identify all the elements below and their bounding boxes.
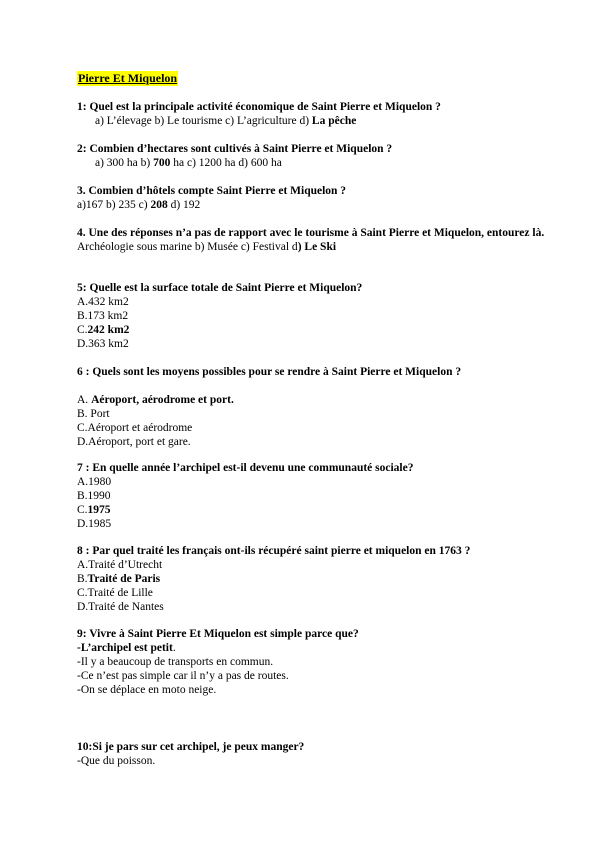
question-1-options: [77, 114, 547, 128]
question-8-option-d: D.Traité de Nantes: [77, 601, 164, 613]
question-2-text: 2: Combien d’hectares sont cultivés à Saint Pierre et Miquelon ?: [77, 143, 393, 155]
question-7-option-a: A.1980: [77, 476, 112, 488]
question-8-option-b-prefix: B.: [77, 573, 88, 585]
question-6-option-d: D.Aéroport, port et gare.: [77, 436, 191, 448]
question-3-options: [77, 198, 547, 212]
question-10-answer: -Que du poisson.: [77, 755, 156, 767]
question-3-choices-start: a)167 b) 235 c): [77, 199, 151, 211]
question-4: [77, 226, 547, 254]
question-8-answer: Traité de Paris: [87, 573, 161, 585]
question-10: [77, 740, 547, 768]
question-6-option-a: [77, 393, 547, 407]
question-2-choices-end: ha c) 1200 ha d) 600 ha: [170, 157, 282, 169]
question-7-option-c: [77, 503, 547, 517]
question-7-option-c-prefix: C.: [77, 504, 88, 516]
question-7-option-d: D.1985: [77, 518, 112, 530]
question-3-answer: 208: [150, 199, 168, 211]
question-9-text: 9: Vivre à Saint Pierre Et Miquelon est simple parce que?: [77, 628, 359, 640]
question-7-text: 7 : En quelle année l’archipel est-il devenu une communauté sociale?: [77, 462, 414, 474]
question-5-option-a: A.432 km2: [77, 296, 129, 308]
question-9-option-3: -Ce n’est pas simple car il n’y a pas de routes.: [77, 670, 289, 682]
question-8-option-b: [77, 572, 547, 586]
question-3-choices-end: d) 192: [167, 199, 201, 211]
question-6-text: 6 : Quels sont les moyens possibles pour se rendre à Saint Pierre et Miquelon ?: [77, 366, 462, 378]
question-9: [77, 627, 547, 697]
question-5-option-b: B.173 km2: [77, 310, 129, 322]
question-7-option-b: B.1990: [77, 490, 111, 502]
question-2-choices-start: a) 300 ha b): [95, 157, 154, 169]
question-8: [77, 544, 547, 614]
question-8-text: 8 : Par quel traité les français ont-ils récupéré saint pierre et miquelon en 1763 ?: [77, 545, 471, 557]
question-2-answer: 700: [153, 157, 171, 169]
question-5: [77, 281, 547, 351]
question-10-text: 10:Si je pars sur cet archipel, je peux manger?: [77, 741, 305, 753]
question-4-answer: ) Le Ski: [297, 241, 337, 253]
question-3-text: 3. Combien d’hôtels compte Saint Pierre et Miquelon ?: [77, 185, 347, 197]
question-5-answer: 242 km2: [87, 324, 130, 336]
question-6-option-c: C.Aéroport et aérodrome: [77, 422, 193, 434]
question-6-option-b: B. Port: [77, 408, 110, 420]
question-4-choices: Archéologie sous marine b) Musée c) Festival d: [77, 241, 298, 253]
question-2-options: [77, 156, 547, 170]
question-4-options: [77, 240, 547, 254]
question-5-option-d: D.363 km2: [77, 338, 129, 350]
question-9-answer-dot: .: [172, 642, 176, 654]
question-8-option-a: A.Traité d’Utrecht: [77, 559, 163, 571]
question-5-option-c-prefix: C.: [77, 324, 88, 336]
question-9-option-4: -On se déplace en moto neige.: [77, 684, 217, 696]
question-9-answer: -L’archipel est petit: [77, 642, 173, 654]
question-5-text: 5: Quelle est la surface totale de Saint Pierre et Miquelon?: [77, 282, 363, 294]
question-7: [77, 461, 547, 531]
question-8-option-c: C.Traité de Lille: [77, 587, 153, 599]
question-6-option-a-prefix: A.: [77, 394, 92, 406]
question-1: [77, 100, 547, 128]
question-6: [77, 365, 547, 449]
question-7-answer: 1975: [87, 504, 111, 516]
question-6-spacer: [77, 379, 547, 393]
question-2: [77, 142, 547, 170]
question-1-answer: La pêche: [311, 115, 357, 127]
question-6-answer: Aéroport, aérodrome et port.: [91, 394, 234, 406]
question-4-text: 4. Une des réponses n’a pas de rapport avec le tourisme à Saint Pierre et Miquelon, entourez là.: [77, 227, 545, 239]
question-1-choices: a) L’élevage b) Le tourisme c) L’agriculture d): [95, 115, 312, 127]
question-9-option-2: -Il y a beaucoup de transports en commun.: [77, 656, 274, 668]
question-5-option-c: [77, 323, 547, 337]
question-3: [77, 184, 547, 212]
question-9-option-1: [77, 641, 547, 655]
document-title: Pierre Et Miquelon: [78, 71, 178, 85]
question-1-text: 1: Quel est la principale activité économique de Saint Pierre et Miquelon ?: [77, 101, 441, 113]
